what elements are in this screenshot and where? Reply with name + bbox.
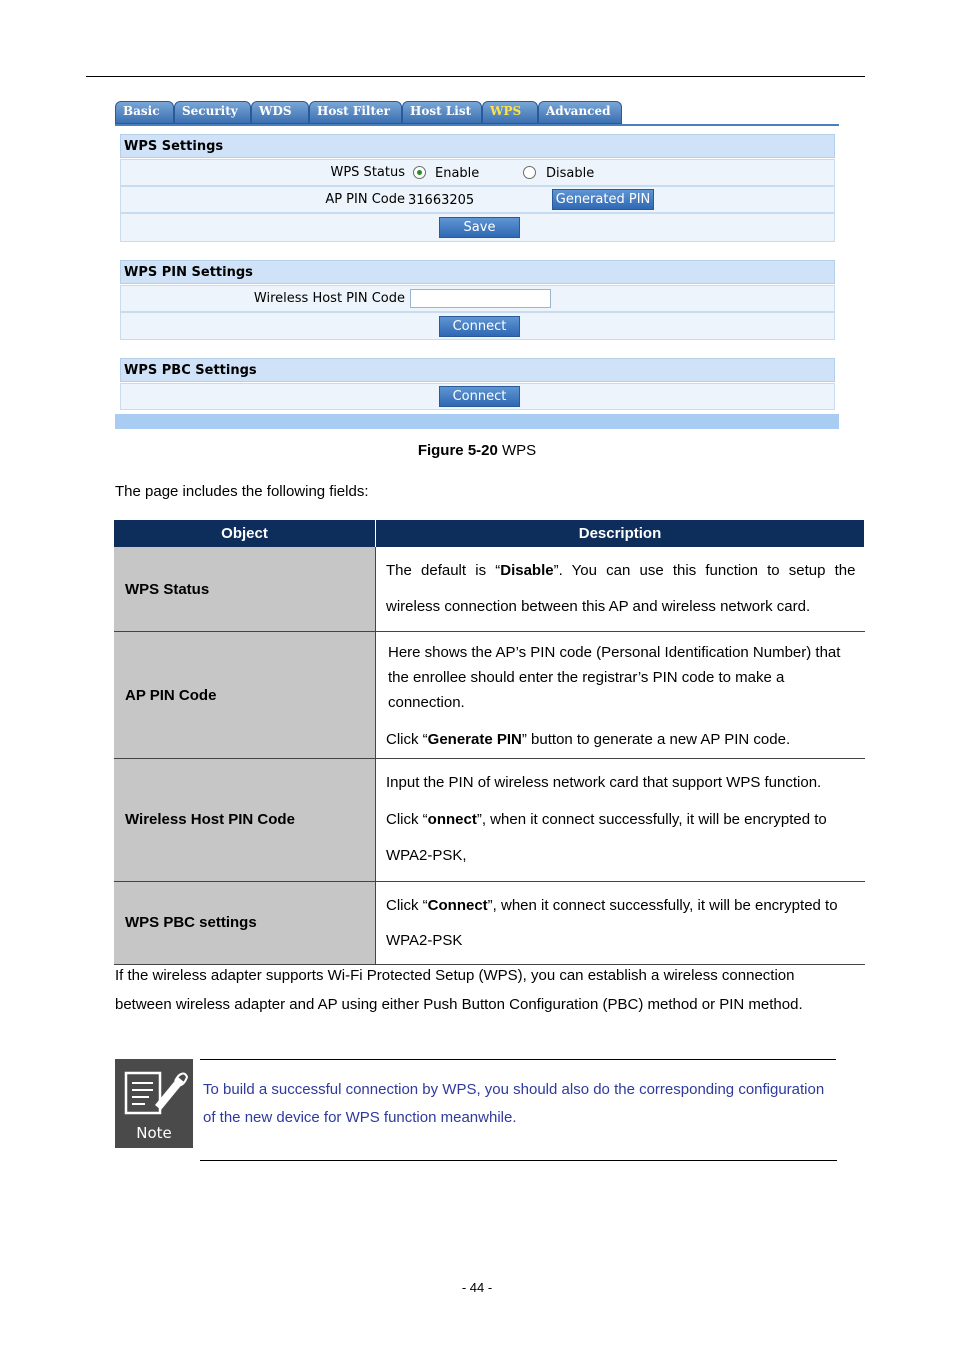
generate-pin-button[interactable]: Generated PIN bbox=[552, 189, 654, 210]
desc-text: ” button to generate a new AP PIN code. bbox=[521, 731, 791, 748]
note-label: Note bbox=[136, 1124, 172, 1142]
header-object: Object bbox=[114, 520, 376, 547]
desc-paragraph bbox=[386, 727, 856, 752]
disable-radio[interactable] bbox=[523, 166, 536, 179]
desc-text: Click “ bbox=[386, 731, 428, 748]
note-rule-bottom bbox=[200, 1160, 837, 1161]
save-row bbox=[120, 213, 835, 242]
tab-basic[interactable]: Basic bbox=[115, 101, 174, 124]
pbc-connect-button[interactable]: Connect bbox=[439, 386, 520, 407]
tab-wps[interactable]: WPS bbox=[482, 101, 538, 124]
note-icon bbox=[115, 1059, 193, 1148]
tab-security[interactable]: Security bbox=[174, 101, 251, 124]
desc-text: ”, when it connect successfully, it will be encrypted to WPA2-PSK, bbox=[386, 810, 827, 864]
content-frame bbox=[115, 126, 839, 430]
desc-text: Click “ bbox=[386, 896, 428, 914]
row-object: Wireless Host PIN Code bbox=[114, 759, 376, 882]
note-pad-icon bbox=[115, 1059, 193, 1123]
tab-wds[interactable]: WDS bbox=[251, 101, 309, 124]
panel-footer-bar bbox=[115, 414, 839, 429]
wps-status-row bbox=[120, 159, 835, 186]
note-text: To build a successful connection by WPS, you should also do the corresponding configuration of the new device for WPS function meanwhile. bbox=[203, 1081, 825, 1126]
desc-text: ”. You can use this function to setup the wireless connection between this AP and wireless network card. bbox=[386, 562, 856, 615]
wps-settings-title: WPS Settings bbox=[120, 134, 835, 158]
intro-text: The page includes the following fields: bbox=[115, 483, 369, 500]
row-object: WPS PBC settings bbox=[114, 881, 376, 964]
page-number: - 44 - bbox=[461, 1280, 493, 1295]
wps-screenshot bbox=[115, 100, 839, 430]
table-header bbox=[114, 520, 865, 547]
desc-text: The default is “ bbox=[386, 562, 501, 579]
row-object: WPS Status bbox=[114, 547, 376, 632]
enable-radio[interactable] bbox=[413, 166, 426, 179]
tab-advanced[interactable]: Advanced bbox=[538, 101, 622, 124]
tab-host-list[interactable]: Host List bbox=[402, 101, 482, 124]
desc-bold: Connect bbox=[427, 896, 488, 914]
desc-text: ”, when it connect successfully, it will be encrypted to WPA2-PSK bbox=[386, 896, 838, 949]
ap-pin-value: 31663205 bbox=[408, 193, 475, 208]
save-button[interactable]: Save bbox=[439, 217, 520, 238]
tab-host-filter[interactable]: Host Filter bbox=[309, 101, 402, 124]
desc-paragraph: Here shows the AP’s PIN code (Personal Identification Number) that the enrollee should enter the registrar’s PIN code to make a connection. bbox=[388, 644, 841, 711]
wps-status-label: WPS Status bbox=[330, 165, 405, 180]
header-rule bbox=[86, 76, 865, 77]
desc-bold: Generate PIN bbox=[427, 731, 522, 748]
ap-pin-row bbox=[120, 186, 835, 213]
figure-number: Figure 5-20 bbox=[417, 442, 498, 459]
desc-text: Input the PIN of wireless network card that support WPS function. Click “ bbox=[386, 774, 822, 828]
host-pin-row bbox=[120, 285, 835, 312]
enable-label: Enable bbox=[435, 166, 480, 181]
body-paragraph: If the wireless adapter supports Wi-Fi Protected Setup (WPS), you can establish a wireless connection between wireless adapter and AP using either Push Button Configuration (PBC) method or PIN method. bbox=[115, 967, 803, 1013]
table-row bbox=[114, 881, 865, 964]
row-description bbox=[376, 547, 865, 632]
fields-table bbox=[114, 520, 865, 965]
header-description: Description bbox=[376, 520, 865, 547]
row-description bbox=[376, 759, 865, 882]
disable-label: Disable bbox=[546, 166, 595, 181]
host-pin-input[interactable] bbox=[410, 289, 551, 308]
row-object: AP PIN Code bbox=[114, 632, 376, 759]
row-description bbox=[376, 881, 865, 964]
desc-bold: Disable bbox=[500, 562, 554, 579]
pin-connect-row bbox=[120, 312, 835, 340]
table-row bbox=[114, 632, 865, 759]
row-description bbox=[376, 632, 865, 759]
table-row bbox=[114, 547, 865, 632]
ap-pin-label: AP PIN Code bbox=[325, 192, 405, 207]
figure-title: WPS bbox=[497, 442, 537, 459]
desc-bold: onnect bbox=[427, 810, 477, 828]
pbc-connect-row bbox=[120, 383, 835, 410]
tab-bar bbox=[115, 100, 839, 126]
wps-pbc-settings-title: WPS PBC Settings bbox=[120, 358, 835, 382]
wps-pin-settings-title: WPS PIN Settings bbox=[120, 260, 835, 284]
note-rule-top bbox=[200, 1059, 836, 1060]
host-pin-label: Wireless Host PIN Code bbox=[253, 291, 405, 306]
pin-connect-button[interactable]: Connect bbox=[439, 316, 520, 337]
table-row bbox=[114, 759, 865, 882]
figure-caption bbox=[0, 442, 954, 459]
